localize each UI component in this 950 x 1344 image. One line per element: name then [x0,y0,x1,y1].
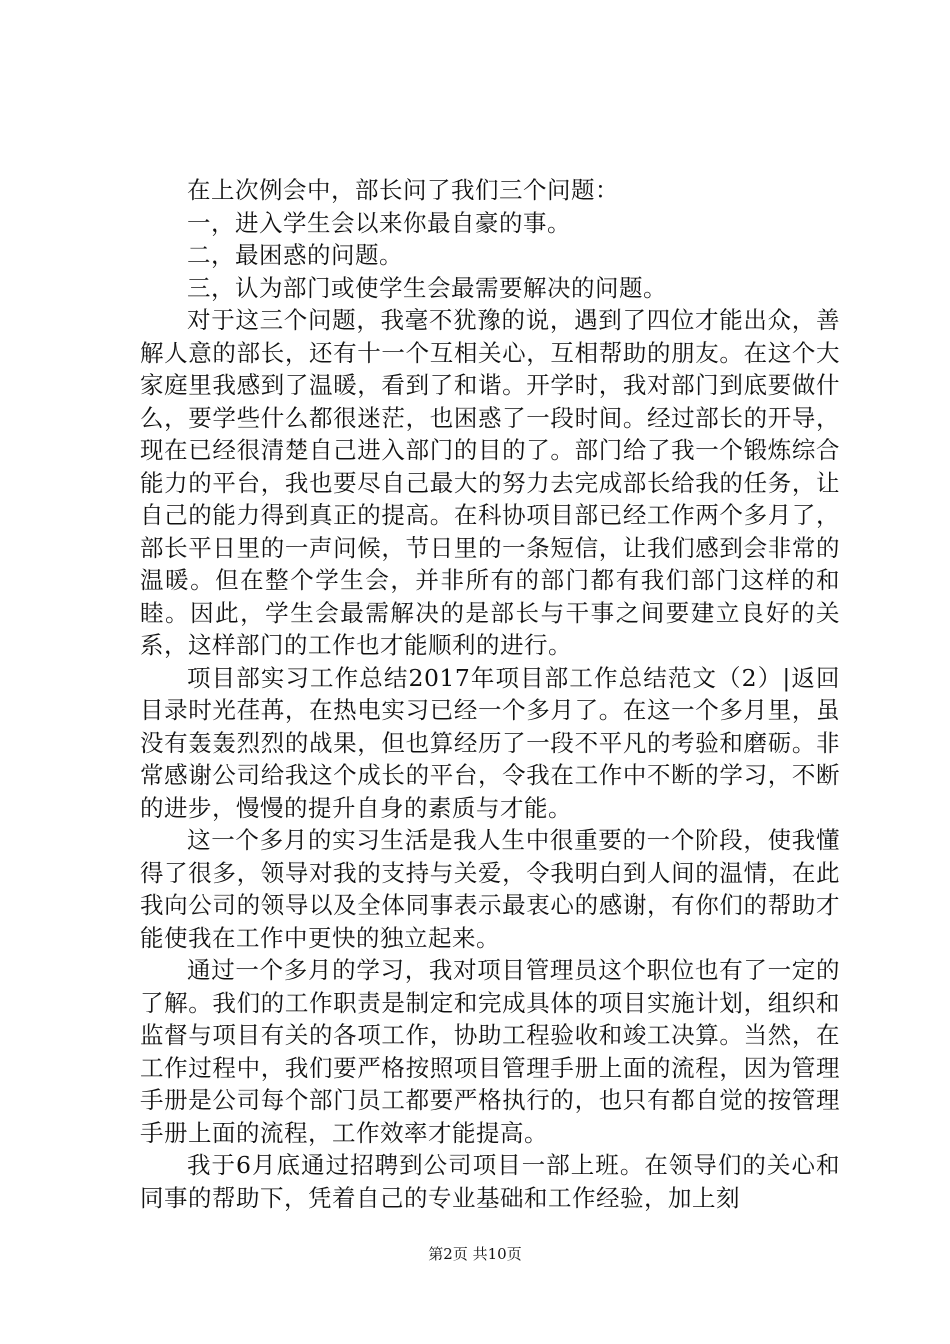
paragraph-job-duties: 通过一个多月的学习，我对项目管理员这个职位也有了一定的了解。我们的工作职责是制定和完成具体的项目实施计划，组织和监督与项目有关的各项工作，协助工程验收和竣工决算。当然，在工作过程中，我们要严格按照项目管理手册上面的流程，因为管理手册是公司每个部门员工都要严格执行的，也只有都自觉的按管理手册上面的流程，工作效率才能提高。 [140,956,840,1147]
paragraph-internship-intro: 项目部实习工作总结2017年项目部工作总结范文（2）|返回目录时光荏苒，在热电实习已经一个多月了。在这一个多月里，虽没有轰轰烈烈的战果，但也算经历了一段不平凡的考验和磨砺。非常感谢公司给我这个成长的平台，令我在工作中不断的学习，不断的进步，慢慢的提升自身的素质与才能。 [140,663,840,822]
document-body [140,174,840,1214]
paragraph-question-1: 一，进入学生会以来你最自豪的事。 [187,208,571,237]
paragraph-question-3: 三，认为部门或使学生会最需要解决的问题。 [187,273,667,302]
paragraph-joining: 我于6月底通过招聘到公司项目一部上班。在领导们的关心和同事的帮助下，凭着自己的专业基础和工作经验，加上刻 [140,1151,840,1212]
paragraph-answer: 对于这三个问题，我毫不犹豫的说，遇到了四位才能出众，善解人意的部长，还有十一个互相关心，互相帮助的朋友。在这个大家庭里我感到了温暖，看到了和谐。开学时，我对部门到底要做什么，要学些什么都很迷茫，也困惑了一段时间。经过部长的开导，现在已经很清楚自己进入部门的目的了。部门给了我一个锻炼综合能力的平台，我也要尽自己最大的努力去完成部长给我的任务，让自己的能力得到真正的提高。在科协项目部已经工作两个多月了，部长平日里的一声问候，节日里的一条短信，让我们感到会非常的温暖。但在整个学生会，并非所有的部门都有我们部门这样的和睦。因此，学生会最需解决的是部长与干事之间要建立良好的关系，这样部门的工作也才能顺利的进行。 [140,306,840,659]
page-number-footer: 第2页 共10页 [428,1245,522,1263]
paragraph-internship-gratitude: 这一个多月的实习生活是我人生中很重要的一个阶段，使我懂得了很多，领导对我的支持与关爱，令我明白到人间的温情，在此我向公司的领导以及全体同事表示最衷心的感谢，有你们的帮助才能使我在工作中更快的独立起来。 [140,826,840,952]
paragraph-question-2: 二，最困惑的问题。 [187,241,403,269]
paragraph-question-intro: 在上次例会中，部长问了我们三个问题： [187,176,619,204]
